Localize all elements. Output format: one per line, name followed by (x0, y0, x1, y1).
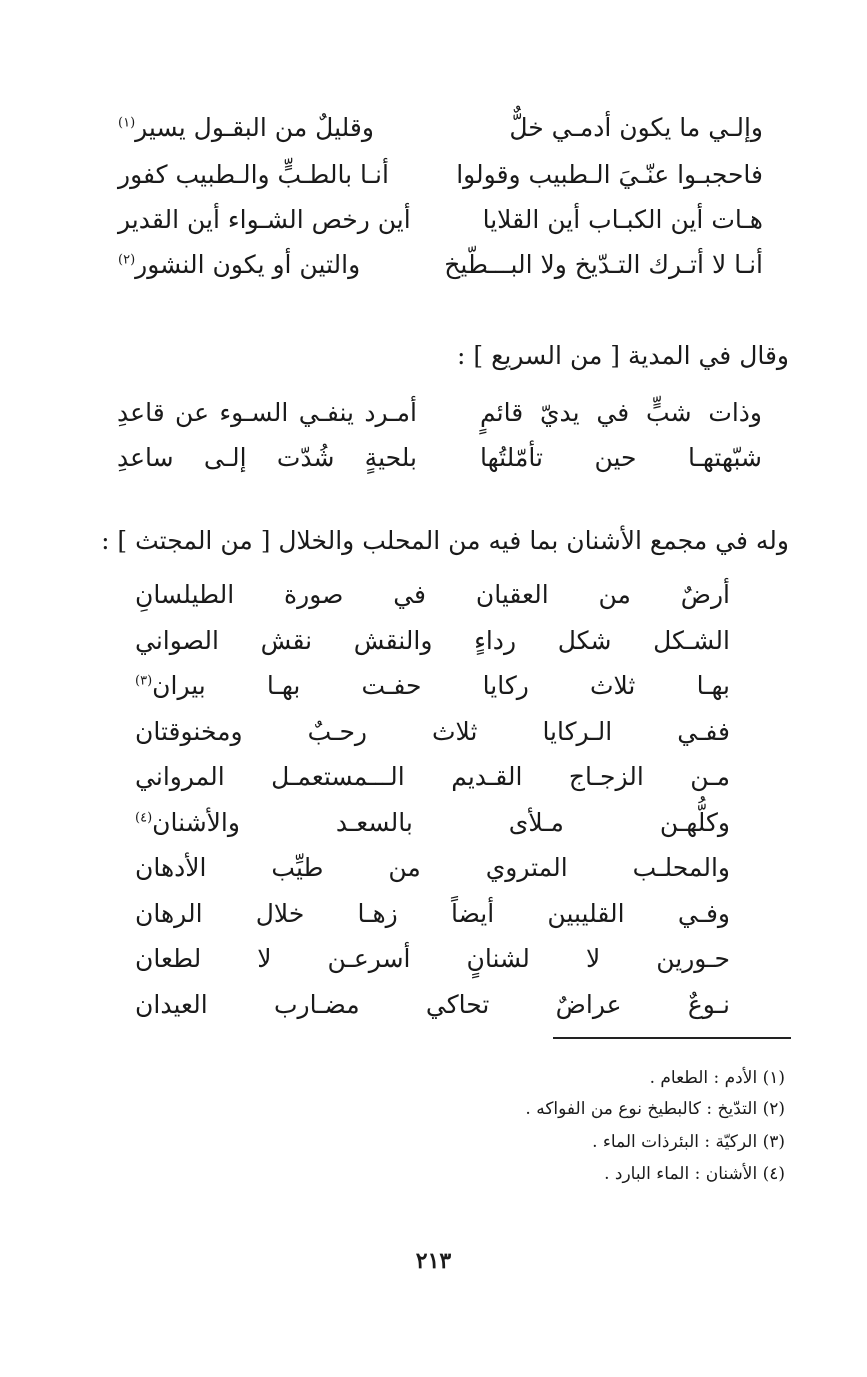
verse-word: الـــمستعمـل (271, 762, 405, 791)
verse-word: حـورين (656, 944, 730, 973)
verse-word: بالسعـد (335, 808, 413, 837)
hemistich-first: وإلـي ما يكون أدمـي خلٌّ (509, 113, 763, 142)
section-heading-2: وله في مجمع الأشنان بما فيه من المحلب والخلال [ من المجتث ] : (101, 526, 789, 555)
verse-word: الصواني (135, 626, 219, 655)
verse-line (135, 673, 730, 698)
verse-word: يديّ (539, 398, 580, 427)
verse-word: لشنانٍ (466, 944, 530, 973)
verse-word: الشـكل (653, 626, 730, 655)
verse-word: حفـت (361, 671, 422, 700)
verse-word: ساعدِ (117, 443, 174, 472)
verse-word: الزجـاج (568, 762, 644, 791)
footnote-4: (٤) الأشنان : الماء البارد . (604, 1164, 785, 1184)
verse-word: أسرعـن (327, 944, 411, 973)
verse-word: ومخنوقتان (135, 717, 243, 746)
verse-line (135, 855, 730, 880)
verse-word: شُدّت (276, 443, 335, 472)
verse-word: ركايا (482, 671, 529, 700)
verse-word: القليبين (547, 899, 625, 928)
verse-word: الرهان (135, 899, 203, 928)
footnote-marker: (٤) (135, 810, 153, 826)
verse-word: والمحلـب (632, 853, 730, 882)
verse-word: من (598, 580, 631, 609)
verse-line (118, 207, 763, 232)
verse-word: ينفـي (298, 398, 354, 427)
verse-word: ثلاث (432, 717, 478, 746)
verse-word: أيضاً (450, 899, 495, 928)
verse-line (135, 946, 730, 971)
verse-word: ثلاث (589, 671, 636, 700)
verse-word: لطعان (135, 944, 202, 973)
verse-line (117, 445, 762, 470)
page-number: ٢١٣ (415, 1248, 452, 1274)
hemistich-first: فاحجبـوا عنّـيَ الـطبيب وقولوا (456, 160, 763, 189)
verse-word: والنقش (353, 626, 433, 655)
hemistich-first: أنـا لا أتـرك التـدّيخ ولا البـــطّيخ (444, 250, 763, 279)
verse-word: مضـارب (273, 990, 360, 1019)
verse-word: وكلُّهـن (659, 808, 730, 837)
hemistich-first: هـات أين الكبـاب أين القلايا (482, 205, 763, 234)
hemistich-second: والتين أو يكون النشور$^{(٢)}$ (118, 250, 361, 279)
verse-word: زهـا (357, 899, 398, 928)
verse-word: إلـى (203, 443, 247, 472)
verse-line (117, 400, 762, 425)
hemistich-second: أنـا بالطـبٍّ والـطبيب كفور (118, 160, 389, 189)
verse-line (135, 901, 730, 926)
verse-word: ففـي (677, 717, 730, 746)
verse-line (118, 252, 763, 277)
verse-word: في (596, 398, 630, 427)
verse-word: تأمّلتُها (480, 443, 543, 472)
verse-line (118, 162, 763, 187)
hemistich-second: وقليلٌ من البقـول يسير$^{(١)}$ (118, 113, 374, 142)
verse-word: قائمٍ (480, 398, 524, 427)
verse-word: المرواني (135, 762, 225, 791)
footnote-marker: (١) (118, 115, 136, 131)
verse-word: الأدهان (135, 853, 207, 882)
verse-word: العيدان (135, 990, 208, 1019)
hemistich-first (480, 445, 762, 470)
verse-word: السـوء (219, 398, 289, 427)
verse-word: مـن (690, 762, 730, 791)
verse-word: والأشنان$^{(٤)}$ (135, 808, 240, 837)
verse-line (135, 810, 730, 835)
verse-word: حين (594, 443, 637, 472)
verse-word: أمـرد (364, 398, 417, 427)
verse-word: القـديم (451, 762, 523, 791)
verse-word: شكل (557, 626, 612, 655)
verse-word: بلحيةٍ (364, 443, 417, 472)
verse-word: لا (257, 944, 272, 973)
verse-line (118, 115, 763, 140)
verse-line (135, 764, 730, 789)
verse-word: نـوعٌ (687, 990, 730, 1019)
verse-word: الطيلسانِ (135, 580, 235, 609)
footnote-3: (٣) الركيّة : البئرذات الماء . (592, 1132, 785, 1152)
hemistich-second (117, 445, 417, 470)
verse-word: شبٍّ (646, 398, 692, 427)
hemistich-second (117, 400, 417, 425)
verse-line (135, 719, 730, 744)
verse-word: العقيان (475, 580, 549, 609)
footnote-marker: (٣) (135, 673, 153, 689)
hemistich-first (480, 400, 762, 425)
verse-line (135, 992, 730, 1017)
verse-word: شبّهتهـا (687, 443, 762, 472)
verse-word: من (388, 853, 421, 882)
verse-word: في (393, 580, 426, 609)
verse-word: أرضٌ (680, 580, 730, 609)
footnote-marker: (٢) (118, 252, 136, 268)
verse-word: الـركايا (542, 717, 613, 746)
verse-word: صورة (284, 580, 344, 609)
section-heading-1: وقال في المدية [ من السريع ] : (457, 341, 789, 370)
verse-word: نقش (260, 626, 313, 655)
verse-word: بيران$^{(٣)}$ (135, 671, 206, 700)
verse-word: وذات (708, 398, 762, 427)
verse-line (135, 582, 730, 607)
verse-word: قاعدِ (117, 398, 165, 427)
verse-word: وفـي (677, 899, 730, 928)
verse-word: خلال (255, 899, 305, 928)
hemistich-second: أين رخص الشـواء أين القدير (118, 205, 411, 234)
verse-word: عراضٌ (555, 990, 622, 1019)
footnote-separator (553, 1037, 791, 1039)
verse-word: رداءٍ (474, 626, 517, 655)
verse-line (135, 628, 730, 653)
verse-word: المتروي (485, 853, 568, 882)
verse-word: تحاكي (425, 990, 490, 1019)
footnote-2: (٢) التدّيخ : كالبطيخ نوع من الفواكه . (525, 1099, 785, 1119)
verse-word: بهـا (696, 671, 730, 700)
verse-word: لا (585, 944, 601, 973)
footnote-1: (١) الأدم : الطعام . (649, 1068, 785, 1088)
verse-word: رحـبٌ (307, 717, 367, 746)
verse-word: مـلأى (508, 808, 564, 837)
verse-word: عن (175, 398, 209, 427)
verse-word: بهـا (266, 671, 301, 700)
verse-word: طيِّب (271, 853, 324, 882)
